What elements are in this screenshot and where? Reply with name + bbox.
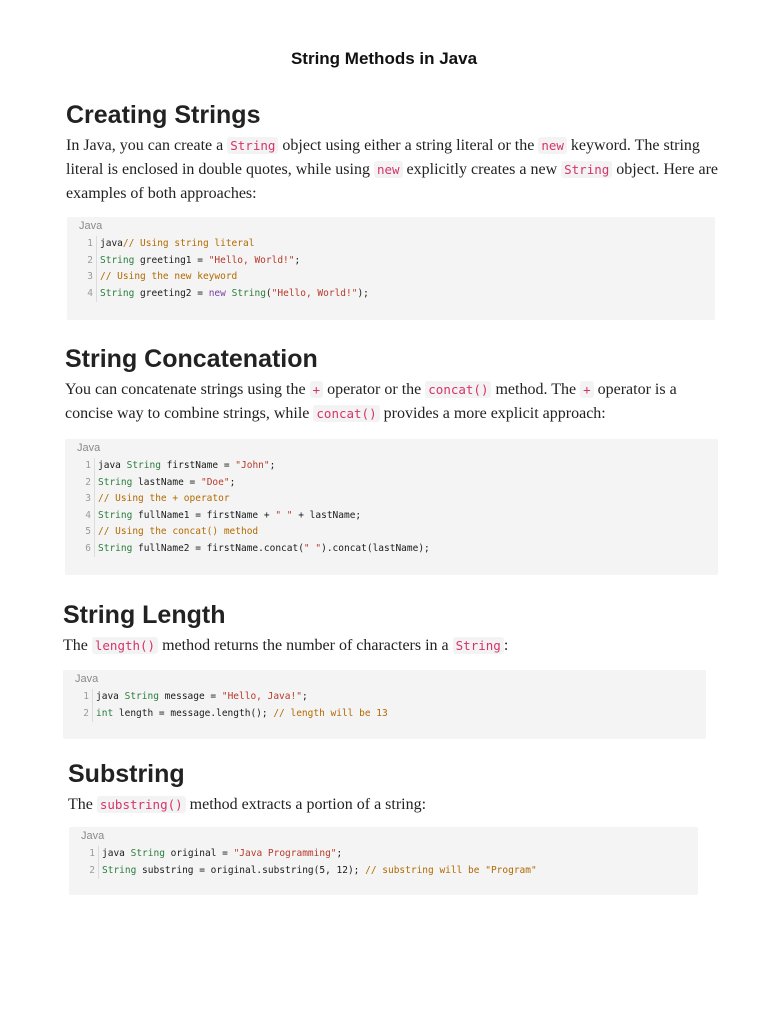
code-token: ; xyxy=(336,848,343,859)
inline-code: new xyxy=(538,137,567,154)
inline-code: String xyxy=(561,161,612,178)
code-line xyxy=(98,508,430,525)
paragraph-text: explicitly creates a new xyxy=(402,161,562,178)
code-lines xyxy=(99,846,537,879)
inline-code: new xyxy=(374,161,403,178)
paragraph-text: method. The xyxy=(491,381,581,398)
code-token: ; xyxy=(269,460,276,471)
paragraph-text: method returns the number of characters in a xyxy=(158,637,453,654)
code-token: // Using the new keyword xyxy=(100,271,238,282)
inline-code: + xyxy=(580,381,594,398)
paragraph-text: operator is a concise way to combine strings, while xyxy=(65,381,677,422)
code-line xyxy=(96,689,388,706)
code-token: new xyxy=(208,287,226,299)
paragraph-text: The xyxy=(63,637,92,654)
code-token: java xyxy=(98,460,127,471)
code-token: String xyxy=(130,848,165,859)
code-token: original = xyxy=(164,848,234,859)
code-line xyxy=(96,706,388,723)
code-token: java xyxy=(96,691,125,702)
inline-code: String xyxy=(453,637,504,654)
code-token: "Java Programming" xyxy=(233,848,337,859)
line-number: 3 xyxy=(85,493,91,504)
line-number: 2 xyxy=(85,476,91,488)
code-line xyxy=(98,475,430,492)
line-number: 4 xyxy=(87,287,93,299)
paragraph-text: operator or the xyxy=(323,381,426,398)
line-numbers xyxy=(81,846,99,879)
code-token: fullName1 = firstName + xyxy=(132,509,276,521)
code-lines xyxy=(95,458,430,557)
code-block-creating-strings xyxy=(67,217,715,320)
section-heading: Substring xyxy=(68,760,185,788)
paragraph-text: You can concatenate strings using the xyxy=(65,381,310,398)
paragraph-text: object. Here are examples of both approaches: xyxy=(66,161,718,202)
paragraph-text: The xyxy=(68,796,97,813)
line-number: 3 xyxy=(87,271,93,282)
section-paragraph xyxy=(66,134,726,206)
code-line xyxy=(100,253,369,270)
line-number: 1 xyxy=(85,460,91,471)
code-token: String xyxy=(102,864,137,876)
code-token: firstName = xyxy=(160,460,236,471)
line-number: 2 xyxy=(83,707,89,719)
section-paragraph xyxy=(63,634,723,658)
code-token: ).concat(lastName); xyxy=(321,542,430,554)
code-token: + lastName; xyxy=(292,509,362,521)
section-paragraph xyxy=(65,378,725,426)
inline-code: concat() xyxy=(313,405,379,422)
section-heading: Creating Strings xyxy=(66,101,261,129)
inline-code: + xyxy=(310,381,324,398)
code-token: " " xyxy=(303,542,322,554)
section-heading: String Length xyxy=(63,601,226,629)
code-block-substring xyxy=(69,827,698,895)
code-block-string-length xyxy=(63,670,706,739)
code-line xyxy=(100,269,369,286)
code-token: String xyxy=(126,460,161,471)
paragraph-text: method extracts a portion of a string: xyxy=(185,796,427,813)
code-token: // Using the + operator xyxy=(98,493,230,504)
code-token: "Doe" xyxy=(200,476,230,488)
code-token: lastName = xyxy=(132,476,201,488)
code-line xyxy=(98,524,430,541)
code-token: " " xyxy=(275,509,293,521)
code-token: greeting1 = xyxy=(134,254,209,266)
code-language-label: Java xyxy=(81,830,105,842)
code-token: int xyxy=(96,707,114,719)
line-numbers xyxy=(79,236,97,302)
code-token: String xyxy=(100,254,135,266)
code-token: String xyxy=(231,287,266,299)
code-token: "John" xyxy=(235,460,270,471)
code-token: length = message.length(); xyxy=(113,707,274,719)
code-line xyxy=(100,286,369,303)
code-token: // Using the concat() method xyxy=(98,526,259,537)
line-number: 5 xyxy=(85,526,91,537)
line-number: 6 xyxy=(85,542,91,554)
code-token: "Hello, World!" xyxy=(271,287,358,299)
code-token: substring = original.substring(5, 12); xyxy=(136,864,366,876)
code-token: message = xyxy=(158,691,222,702)
code-language-label: Java xyxy=(75,673,99,685)
code-token: String xyxy=(100,287,135,299)
code-language-label: Java xyxy=(79,220,103,232)
section-substring xyxy=(68,759,728,817)
code-token: ); xyxy=(357,287,369,299)
code-lines xyxy=(93,689,388,722)
code-token: java xyxy=(100,238,123,249)
code-block-string-concatenation xyxy=(65,439,718,575)
code-line xyxy=(98,541,430,558)
line-number: 1 xyxy=(87,238,93,249)
inline-code: concat() xyxy=(425,381,491,398)
code-token: ; xyxy=(294,254,301,266)
section-string-length xyxy=(63,600,723,658)
code-token: "Hello, Java!" xyxy=(221,691,302,702)
code-line xyxy=(102,846,537,863)
code-token: ( xyxy=(265,287,272,299)
code-line xyxy=(98,491,430,508)
paragraph-text: keyword. The string literal is enclosed in double quotes, while using xyxy=(66,137,700,178)
code-token: fullName2 = firstName.concat( xyxy=(132,542,304,554)
code-token: // Using string literal xyxy=(122,238,255,249)
code-token: greeting2 = xyxy=(134,287,209,299)
code-language-label: Java xyxy=(77,442,101,454)
section-paragraph xyxy=(68,793,728,817)
code-token: String xyxy=(98,509,133,521)
inline-code: length() xyxy=(92,637,158,654)
line-number: 2 xyxy=(87,254,93,266)
line-numbers xyxy=(77,458,95,557)
code-token: String xyxy=(98,476,133,488)
code-token: String xyxy=(98,542,133,554)
code-token: ; xyxy=(229,476,236,488)
section-string-concatenation xyxy=(65,344,725,426)
code-line xyxy=(102,863,537,880)
code-token: String xyxy=(124,691,159,702)
paragraph-text: In Java, you can create a xyxy=(66,137,228,154)
line-number: 2 xyxy=(89,864,95,876)
section-creating-strings xyxy=(66,100,726,206)
code-token: ; xyxy=(301,691,308,702)
code-line xyxy=(100,236,369,253)
code-line xyxy=(98,458,430,475)
code-token: // length will be 13 xyxy=(273,707,388,719)
section-heading: String Concatenation xyxy=(65,345,318,373)
paragraph-text: provides a more explicit approach: xyxy=(379,405,606,422)
inline-code: String xyxy=(227,137,278,154)
document-title: String Methods in Java xyxy=(290,49,478,68)
line-number: 1 xyxy=(83,691,89,702)
paragraph-text: : xyxy=(503,637,509,654)
line-numbers xyxy=(75,689,93,722)
paragraph-text: object using either a string literal or the xyxy=(278,137,539,154)
code-token: // substring will be "Program" xyxy=(365,864,537,876)
code-token: java xyxy=(102,848,131,859)
line-number: 1 xyxy=(89,848,95,859)
inline-code: substring() xyxy=(97,796,186,813)
code-lines xyxy=(97,236,369,302)
code-token: "Hello, World!" xyxy=(208,254,295,266)
line-number: 4 xyxy=(85,509,91,521)
